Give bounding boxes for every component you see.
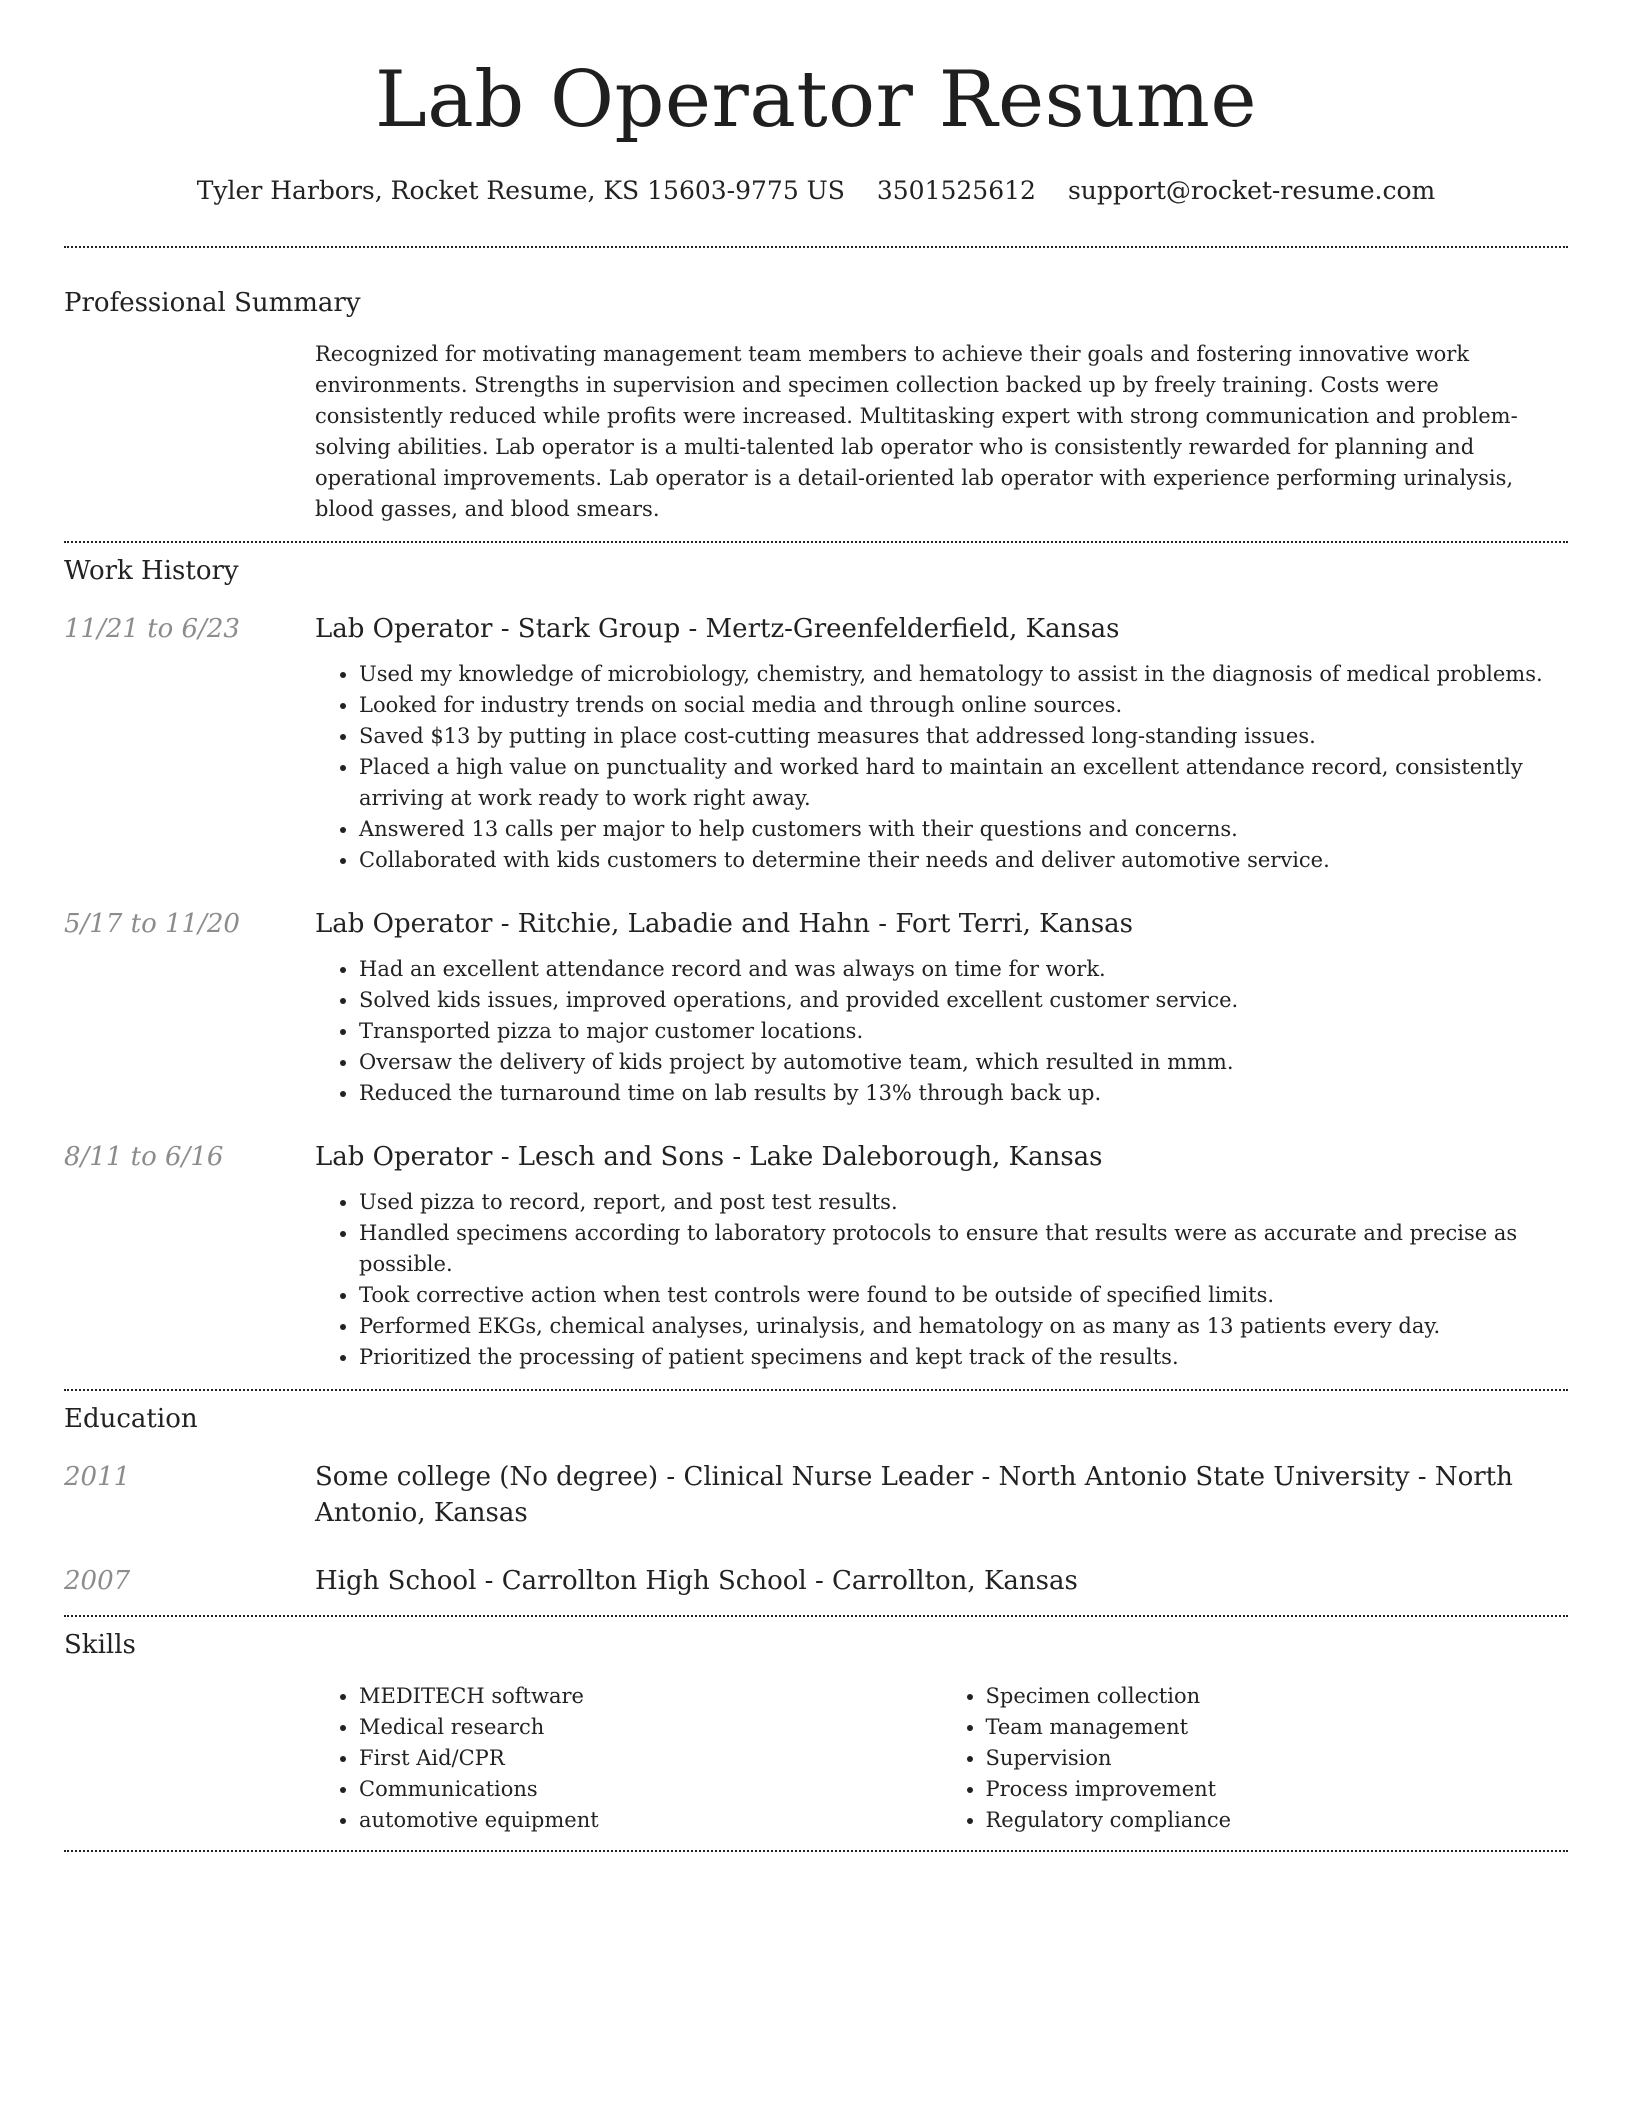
job-bullets bbox=[315, 954, 1568, 1109]
skill-item: • Medical research bbox=[359, 1712, 942, 1743]
job-title: Lab Operator - Lesch and Sons - Lake Daleborough, Kansas bbox=[315, 1142, 1103, 1172]
divider bbox=[64, 1615, 1568, 1617]
education-entry bbox=[64, 1459, 1568, 1531]
list-item: • Reduced the turnaround time on lab results by 13% through back up. bbox=[359, 1078, 1568, 1109]
list-item: • Prioritized the processing of patient specimens and kept track of the results. bbox=[359, 1342, 1568, 1373]
skill-item: • Specimen collection bbox=[986, 1681, 1569, 1712]
section-title-skills: Skills bbox=[64, 1630, 136, 1660]
contact-phone: 3501525612 bbox=[876, 176, 1036, 205]
page-title: Lab Operator Resume bbox=[374, 55, 1257, 145]
list-item: • Took corrective action when test controls were found to be outside of specified limits. bbox=[359, 1280, 1568, 1311]
summary-text: Recognized for motivating management team members to achieve their goals and fostering innovative work environments. Strengths in supervision and specimen collection backed up by freely training. Costs were consistently reduced while profits were increased. Multitasking expert with strong communication and problem-solving abilities. Lab operator is a multi-talented lab operator who is consistently rewarded for planning and operational improvements. Lab operator is a detail-oriented lab operator with experience performing urinalysis, blood gasses, and blood smears. bbox=[315, 342, 1518, 521]
skills-spacer bbox=[64, 1681, 315, 1836]
job-entry bbox=[64, 906, 1568, 1109]
list-item: • Answered 13 calls per major to help customers with their questions and concerns. bbox=[359, 814, 1568, 845]
list-item: • Oversaw the delivery of kids project by automotive team, which resulted in mmm. bbox=[359, 1047, 1568, 1078]
job-dates: 8/11 to 6/16 bbox=[64, 1142, 224, 1172]
contact-line bbox=[64, 176, 1568, 206]
summary-spacer bbox=[64, 339, 315, 525]
job-entry bbox=[64, 1139, 1568, 1373]
skill-item: • automotive equipment bbox=[359, 1805, 942, 1836]
skill-item: • First Aid/CPR bbox=[359, 1743, 942, 1774]
list-item: • Collaborated with kids customers to determine their needs and deliver automotive service. bbox=[359, 845, 1568, 876]
contact-email: support@rocket-resume.com bbox=[1067, 176, 1436, 205]
divider bbox=[64, 541, 1568, 543]
section-title-education: Education bbox=[64, 1404, 198, 1434]
job-entry bbox=[64, 611, 1568, 876]
education-year: 2007 bbox=[64, 1566, 131, 1596]
education-entry bbox=[64, 1563, 1568, 1599]
list-item: • Used my knowledge of microbiology, chemistry, and hematology to assist in the diagnosis of medical problems. bbox=[359, 659, 1568, 690]
education-year: 2011 bbox=[64, 1462, 131, 1492]
job-title: Lab Operator - Ritchie, Labadie and Hahn - Fort Terri, Kansas bbox=[315, 909, 1134, 939]
skill-item: • MEDITECH software bbox=[359, 1681, 942, 1712]
skills-list-left bbox=[315, 1681, 942, 1836]
skill-item: • Team management bbox=[986, 1712, 1569, 1743]
skill-item: • Supervision bbox=[986, 1743, 1569, 1774]
list-item: • Solved kids issues, improved operations, and provided excellent customer service. bbox=[359, 985, 1568, 1016]
list-item: • Had an excellent attendance record and was always on time for work. bbox=[359, 954, 1568, 985]
job-dates: 5/17 to 11/20 bbox=[64, 909, 240, 939]
section-title-work-history: Work History bbox=[64, 556, 239, 586]
job-bullets bbox=[315, 1187, 1568, 1373]
job-dates: 11/21 to 6/23 bbox=[64, 614, 240, 644]
resume-page bbox=[64, 0, 1568, 1852]
job-bullets bbox=[315, 659, 1568, 876]
list-item: • Saved $13 by putting in place cost-cutting measures that addressed long-standing issues. bbox=[359, 721, 1568, 752]
skills-columns bbox=[315, 1681, 1568, 1836]
education-title: Some college (No degree) - Clinical Nurse Leader - North Antonio State University - North Antonio, Kansas bbox=[315, 1462, 1513, 1528]
skills-list-right bbox=[942, 1681, 1569, 1836]
skill-item: • Process improvement bbox=[986, 1774, 1569, 1805]
list-item: • Placed a high value on punctuality and worked hard to maintain an excellent attendance record, consistently arriving at work ready to work right away. bbox=[359, 752, 1568, 814]
education-title: High School - Carrollton High School - Carrollton, Kansas bbox=[315, 1566, 1078, 1596]
divider bbox=[64, 1850, 1568, 1852]
list-item: • Looked for industry trends on social media and through online sources. bbox=[359, 690, 1568, 721]
list-item: • Transported pizza to major customer locations. bbox=[359, 1016, 1568, 1047]
contact-address: Tyler Harbors, Rocket Resume, KS 15603-9775 US bbox=[196, 176, 845, 205]
skill-item: • Regulatory compliance bbox=[986, 1805, 1569, 1836]
divider bbox=[64, 246, 1568, 248]
skill-item: • Communications bbox=[359, 1774, 942, 1805]
divider bbox=[64, 1389, 1568, 1391]
section-title-summary: Professional Summary bbox=[64, 288, 361, 318]
job-title: Lab Operator - Stark Group - Mertz-Greenfelderfield, Kansas bbox=[315, 614, 1120, 644]
list-item: • Used pizza to record, report, and post test results. bbox=[359, 1187, 1568, 1218]
list-item: • Handled specimens according to laboratory protocols to ensure that results were as accurate and precise as possible. bbox=[359, 1218, 1568, 1280]
list-item: • Performed EKGs, chemical analyses, urinalysis, and hematology on as many as 13 patients every day. bbox=[359, 1311, 1568, 1342]
